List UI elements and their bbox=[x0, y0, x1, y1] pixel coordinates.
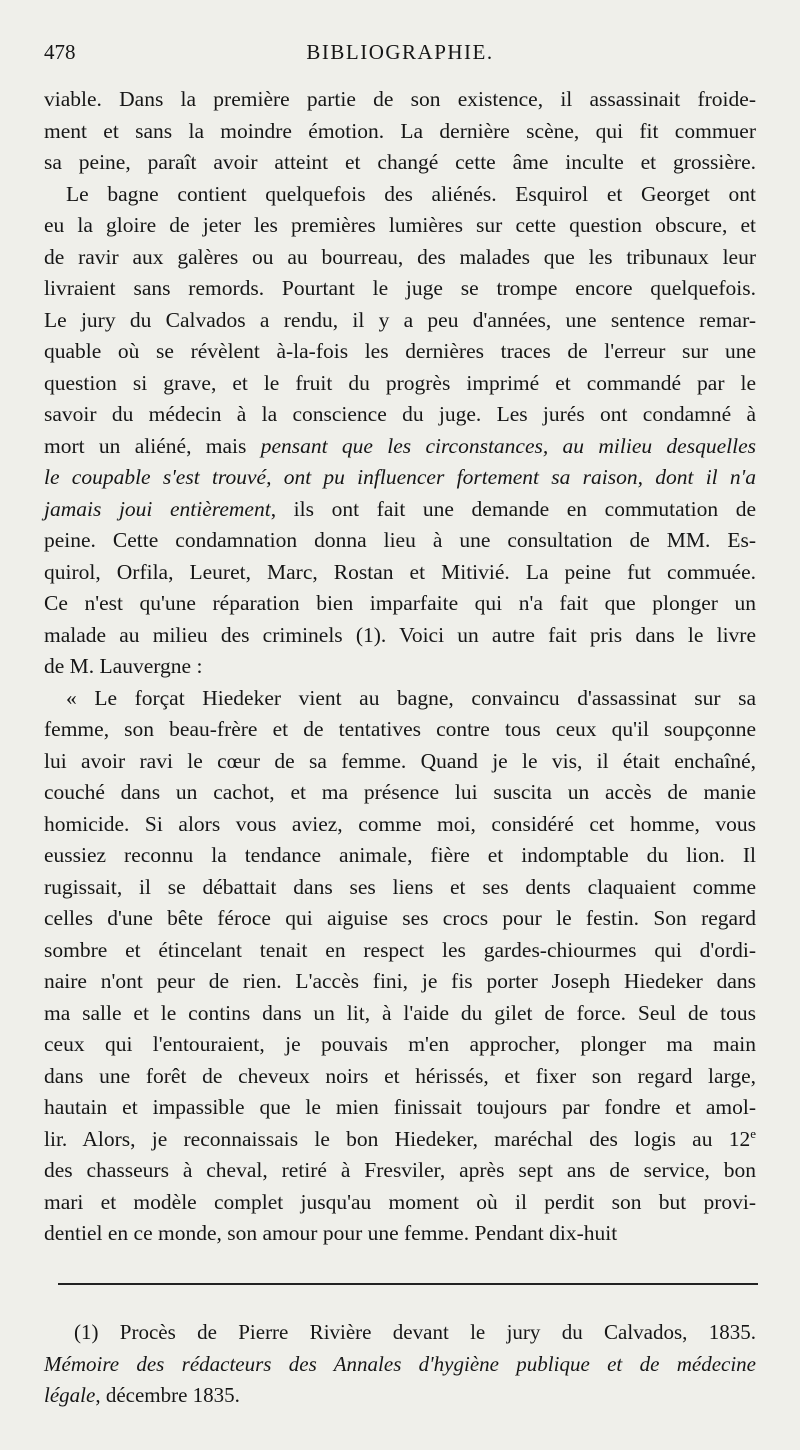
text-run: question si grave, et le fruit du progrès imprimé et commandé par le bbox=[44, 370, 756, 395]
text-line bbox=[44, 494, 756, 526]
superscript: e bbox=[750, 1125, 756, 1141]
footnote-line bbox=[44, 1317, 756, 1349]
text-line bbox=[44, 431, 756, 463]
body-text bbox=[44, 84, 756, 1250]
text-run: dentiel en ce monde, son amour pour une femme. Pendant dix-huit bbox=[44, 1221, 618, 1245]
text-run: dans une forêt de cheveux noirs et hérissés, et fixer son regard large, bbox=[44, 1063, 756, 1088]
text-line bbox=[44, 1155, 756, 1187]
text-line bbox=[44, 1092, 756, 1124]
text-line bbox=[44, 746, 756, 778]
text-run: femme, son beau-frère et de tentatives contre tous ceux qu'il soupçonne bbox=[44, 717, 756, 741]
text-line bbox=[44, 399, 756, 431]
text-line bbox=[44, 1061, 756, 1093]
text-run: hautain et impassible que le mien finissait toujours par fondre et amol- bbox=[44, 1095, 756, 1119]
text-line bbox=[44, 242, 756, 274]
text-run: mort un aliéné, mais bbox=[44, 433, 261, 458]
text-run: sa peine, paraît avoir atteint et changé cette âme inculte et grossière. bbox=[44, 150, 756, 174]
text-line bbox=[44, 620, 756, 652]
text-run: Ce n'est qu'une réparation bien imparfaite qui n'a fait que plonger un bbox=[44, 591, 756, 615]
footnote-line bbox=[44, 1380, 756, 1412]
text-run: des chasseurs à cheval, retiré à Fresviler, après sept ans de service, bon bbox=[44, 1158, 756, 1182]
text-run: de M. Lauvergne : bbox=[44, 654, 203, 678]
text-run: peine. Cette condamnation donna lieu à une consultation de MM. Es- bbox=[44, 528, 756, 552]
text-line bbox=[44, 1187, 756, 1219]
text-line bbox=[44, 903, 756, 935]
footnote bbox=[44, 1317, 756, 1412]
text-run: ma salle et le contins dans un lit, à l'aide du gilet de force. Seul de tous bbox=[44, 1000, 756, 1025]
footnote-line bbox=[44, 1349, 756, 1381]
text-run: savoir du médecin à la conscience du juge. Les jurés ont condamné à bbox=[44, 402, 756, 426]
text-line bbox=[44, 777, 756, 809]
text-run: homicide. Si alors vous aviez, comme moi, considéré cet homme, vous bbox=[44, 811, 756, 836]
text-run: celles d'une bête féroce qui aiguise ses crocs pour le festin. Son regard bbox=[44, 906, 756, 930]
text-run: ceux qui l'entouraient, je pouvais m'en approcher, plonger ma main bbox=[44, 1032, 756, 1056]
text-run: (1) Procès de Pierre Rivière devant le jury du Calvados, 1835. bbox=[74, 1320, 756, 1344]
text-line bbox=[44, 683, 756, 715]
italic-text: le coupable s'est trouvé, ont pu influencer fortement sa raison, dont il n'a bbox=[44, 465, 756, 489]
text-line bbox=[44, 651, 756, 683]
text-run: eu la gloire de jeter les premières lumières sur cette question obscure, et bbox=[44, 213, 756, 237]
text-run: mari et modèle complet jusqu'au moment où il perdit son but provi- bbox=[44, 1189, 756, 1214]
text-run: malade au milieu des criminels (1). Voici un autre fait pris dans le livre bbox=[44, 622, 756, 647]
text-line bbox=[44, 714, 756, 746]
text-run: , décembre 1835. bbox=[95, 1383, 240, 1407]
text-run: « Le forçat Hiedeker vient au bagne, convaincu d'assassinat sur sa bbox=[66, 685, 756, 710]
text-line bbox=[44, 462, 756, 494]
italic-text: jamais joui entièrement bbox=[44, 496, 271, 521]
text-line bbox=[44, 305, 756, 337]
text-line bbox=[44, 116, 756, 148]
text-run: rugissait, il se débattait dans ses liens et ses dents claquaient comme bbox=[44, 874, 756, 899]
text-line bbox=[44, 809, 756, 841]
footnote-separator bbox=[58, 1283, 758, 1285]
running-title: BIBLIOGRAPHIE. bbox=[306, 40, 494, 64]
text-line bbox=[44, 588, 756, 620]
text-run: , ils ont fait une demande en commutation de bbox=[270, 496, 756, 521]
text-run: viable. Dans la première partie de son existence, il assassinait froide- bbox=[44, 87, 756, 111]
text-line bbox=[44, 368, 756, 400]
text-line bbox=[44, 840, 756, 872]
page-number: 478 bbox=[44, 40, 76, 64]
text-line bbox=[44, 147, 756, 179]
text-line bbox=[44, 872, 756, 904]
text-run: Le jury du Calvados a rendu, il y a peu d'années, une sentence remar- bbox=[44, 307, 756, 332]
text-line bbox=[44, 1124, 756, 1156]
text-line bbox=[44, 557, 756, 589]
text-line bbox=[44, 336, 756, 368]
text-run: eussiez reconnu la tendance animale, fière et indomptable du lion. Il bbox=[44, 843, 756, 867]
text-line bbox=[44, 210, 756, 242]
text-run: ment et sans la moindre émotion. La dernière scène, qui fit commuer bbox=[44, 118, 756, 143]
text-run: lir. Alors, je reconnaissais le bon Hiedeker, maréchal des logis au 12 bbox=[44, 1126, 751, 1151]
text-line bbox=[44, 84, 756, 116]
text-run: couché dans un cachot, et ma présence lui suscita un accès de manie bbox=[44, 780, 756, 804]
text-line bbox=[44, 1218, 756, 1250]
text-run: naire n'ont peur de rien. L'accès fini, je fis porter Joseph Hiedeker dans bbox=[44, 969, 756, 993]
text-run: sombre et étincelant tenait en respect les gardes-chiourmes qui d'ordi- bbox=[44, 937, 756, 962]
text-line bbox=[44, 935, 756, 967]
text-run: Le bagne contient quelquefois des aliénés. Esquirol et Georget ont bbox=[66, 181, 756, 206]
text-line bbox=[44, 179, 756, 211]
text-run: lui avoir ravi le cœur de sa femme. Quand je le vis, il était enchaîné, bbox=[44, 748, 756, 773]
text-run: de ravir aux galères ou au bourreau, des malades que les tribunaux leur bbox=[44, 244, 756, 269]
text-run: quirol, Orfila, Leuret, Marc, Rostan et Mitivié. La peine fut commuée. bbox=[44, 559, 756, 584]
text-line bbox=[44, 998, 756, 1030]
text-run: livraient sans remords. Pourtant le juge se trompe encore quelquefois. bbox=[44, 276, 756, 300]
text-line bbox=[44, 525, 756, 557]
italic-text: légale bbox=[44, 1383, 96, 1407]
text-line bbox=[44, 1029, 756, 1061]
italic-text: Mémoire des rédacteurs des Annales d'hygiène publique et de médecine bbox=[44, 1351, 756, 1376]
italic-text: pensant que les circonstances, au milieu desquelles bbox=[260, 433, 756, 458]
text-run: quable où se révèlent à-la-fois les dernières traces de l'erreur sur une bbox=[44, 339, 756, 363]
text-line bbox=[44, 966, 756, 998]
text-line bbox=[44, 273, 756, 305]
